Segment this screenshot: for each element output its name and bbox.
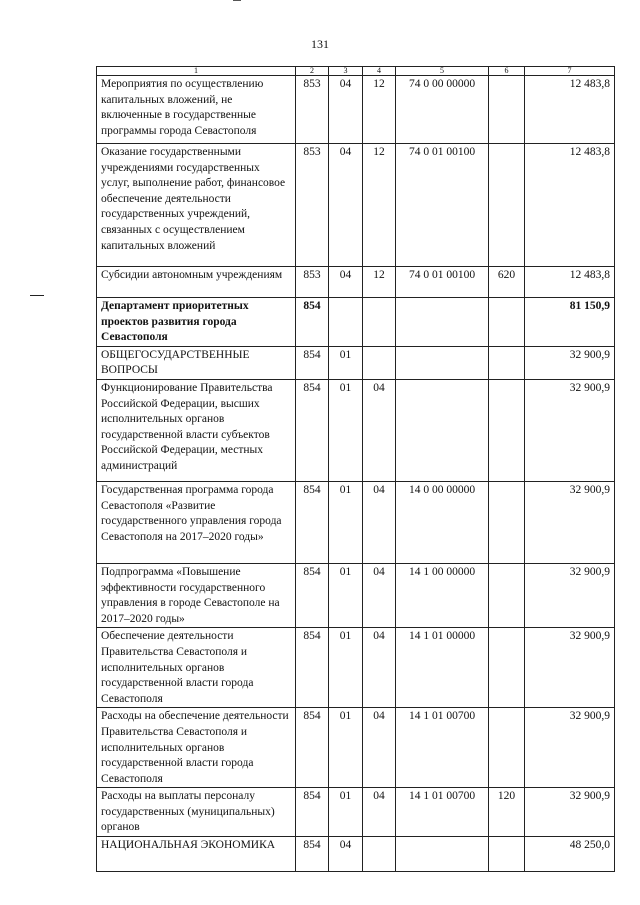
row-target-code [396, 379, 489, 481]
row-section-code: 04 [329, 144, 363, 267]
row-target-code: 74 0 00 00000 [396, 76, 489, 144]
row-expense-type [489, 563, 525, 627]
table-row [97, 144, 615, 267]
row-ved-code: 854 [296, 628, 329, 708]
row-name: НАЦИОНАЛЬНАЯ ЭКОНОМИКА [97, 837, 296, 872]
row-subsection-code: 12 [363, 267, 396, 298]
row-expense-type [489, 298, 525, 347]
column-number-row [97, 67, 615, 76]
row-ved-code: 854 [296, 346, 329, 379]
row-subsection-code [363, 837, 396, 872]
col-header-6: 6 [489, 67, 525, 76]
row-subsection-code [363, 298, 396, 347]
row-target-code [396, 837, 489, 872]
row-expense-type [489, 76, 525, 144]
row-name: Обеспечение деятельности Правительства Севастополя и исполнительных органов государственной власти города Севастополя [97, 628, 296, 708]
row-subsection-code: 04 [363, 628, 396, 708]
row-subsection-code: 04 [363, 379, 396, 481]
row-subsection-code: 04 [363, 788, 396, 837]
row-section-code: 04 [329, 267, 363, 298]
row-amount: 32 900,9 [525, 379, 615, 481]
row-name: Расходы на выплаты персоналу государственных (муниципальных) органов [97, 788, 296, 837]
table-row [97, 298, 615, 347]
row-name: Оказание государственными учреждениями государственных услуг, выполнение работ, финансовое обеспечение деятельности государственных учреждений, связанных с осуществлением капитальных вложений [97, 144, 296, 267]
row-ved-code: 854 [296, 481, 329, 563]
row-amount: 12 483,8 [525, 267, 615, 298]
row-name: Государственная программа города Севастополя «Развитие государственного управления города Севастополя на 2017–2020 годы» [97, 481, 296, 563]
row-subsection-code: 04 [363, 563, 396, 627]
row-subsection-code: 12 [363, 76, 396, 144]
row-ved-code: 853 [296, 76, 329, 144]
row-subsection-code: 04 [363, 481, 396, 563]
row-name: Департамент приоритетных проектов развития города Севастополя [97, 298, 296, 347]
table-row [97, 563, 615, 627]
row-amount: 12 483,8 [525, 144, 615, 267]
table-row [97, 788, 615, 837]
row-expense-type [489, 708, 525, 788]
row-target-code [396, 298, 489, 347]
budget-table [96, 66, 615, 872]
row-amount: 32 900,9 [525, 708, 615, 788]
col-header-7: 7 [525, 67, 615, 76]
table-row [97, 481, 615, 563]
row-name: Подпрограмма «Повышение эффективности государственного управления в городе Севастополе на 2017–2020 годы» [97, 563, 296, 627]
row-section-code: 01 [329, 379, 363, 481]
table-row [97, 628, 615, 708]
row-expense-type [489, 379, 525, 481]
scan-mark [233, 0, 241, 1]
page-number: 131 [311, 37, 329, 51]
row-amount: 32 900,9 [525, 788, 615, 837]
row-target-code: 14 1 00 00000 [396, 563, 489, 627]
row-section-code: 04 [329, 76, 363, 144]
row-subsection-code: 12 [363, 144, 396, 267]
col-header-5: 5 [396, 67, 489, 76]
row-expense-type [489, 346, 525, 379]
row-target-code: 74 0 01 00100 [396, 267, 489, 298]
row-expense-type: 120 [489, 788, 525, 837]
row-name: Функционирование Правительства Российской Федерации, высших исполнительных органов государственной власти субъектов Российской Федерации, местных администраций [97, 379, 296, 481]
row-target-code: 14 1 01 00700 [396, 788, 489, 837]
row-section-code: 01 [329, 788, 363, 837]
row-target-code: 74 0 01 00100 [396, 144, 489, 267]
row-name: Мероприятия по осуществлению капитальных вложений, не включенные в государственные программы города Севастополя [97, 76, 296, 144]
col-header-4: 4 [363, 67, 396, 76]
row-amount: 48 250,0 [525, 837, 615, 872]
row-ved-code: 854 [296, 298, 329, 347]
table-row [97, 379, 615, 481]
table-row [97, 76, 615, 144]
row-amount: 12 483,8 [525, 76, 615, 144]
row-ved-code: 854 [296, 379, 329, 481]
row-name: Расходы на обеспечение деятельности Правительства Севастополя и исполнительных органов государственной власти города Севастополя [97, 708, 296, 788]
row-ved-code: 853 [296, 267, 329, 298]
col-header-3: 3 [329, 67, 363, 76]
table-row [97, 837, 615, 872]
row-expense-type [489, 144, 525, 267]
row-name: ОБЩЕГОСУДАРСТВЕННЫЕ ВОПРОСЫ [97, 346, 296, 379]
row-section-code: 01 [329, 628, 363, 708]
table-row [97, 346, 615, 379]
row-ved-code: 853 [296, 144, 329, 267]
row-subsection-code [363, 346, 396, 379]
row-amount: 32 900,9 [525, 628, 615, 708]
row-amount: 32 900,9 [525, 563, 615, 627]
row-amount: 32 900,9 [525, 346, 615, 379]
row-target-code: 14 1 01 00700 [396, 708, 489, 788]
row-section-code: 01 [329, 563, 363, 627]
row-subsection-code: 04 [363, 708, 396, 788]
row-section-code [329, 298, 363, 347]
row-section-code: 01 [329, 346, 363, 379]
row-expense-type [489, 628, 525, 708]
row-target-code: 14 1 01 00000 [396, 628, 489, 708]
row-expense-type [489, 481, 525, 563]
col-header-1: 1 [97, 67, 296, 76]
row-amount: 32 900,9 [525, 481, 615, 563]
table-row [97, 267, 615, 298]
row-ved-code: 854 [296, 788, 329, 837]
row-ved-code: 854 [296, 708, 329, 788]
row-target-code: 14 0 00 00000 [396, 481, 489, 563]
row-section-code: 04 [329, 837, 363, 872]
table-row [97, 708, 615, 788]
row-target-code [396, 346, 489, 379]
row-expense-type: 620 [489, 267, 525, 298]
row-ved-code: 854 [296, 837, 329, 872]
row-amount: 81 150,9 [525, 298, 615, 347]
row-name: Субсидии автономным учреждениям [97, 267, 296, 298]
row-expense-type [489, 837, 525, 872]
row-section-code: 01 [329, 481, 363, 563]
col-header-2: 2 [296, 67, 329, 76]
row-ved-code: 854 [296, 563, 329, 627]
margin-mark [30, 295, 44, 296]
row-section-code: 01 [329, 708, 363, 788]
